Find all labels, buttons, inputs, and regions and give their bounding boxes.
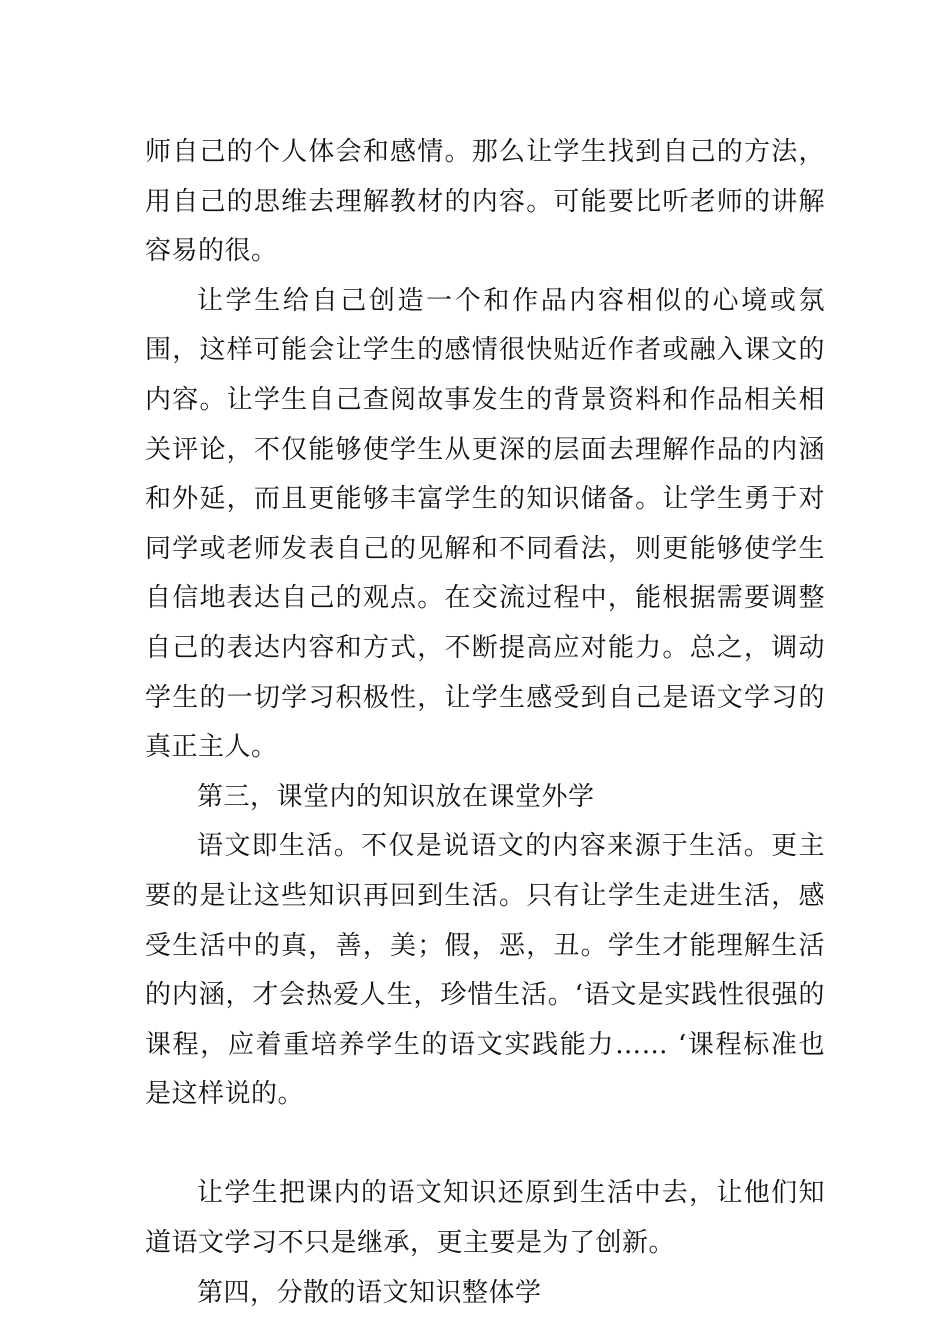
paragraph-continued: 师自己的个人体会和感情。那么让学生找到自己的方法，用自己的思维去理解教材的内容。可能要比听老师的讲解容易的很。 [145,137,825,267]
paragraph-language-is-life: 语文即生活。不仅是说语文的内容来源于生活。更主要的是让这些知识再回到生活。只有让学生走进生活，感受生活中的真，善，美；假，恶，丑。学生才能理解生活的内涵，才会热爱人生，珍惜生活。‘语文是实践性很强的课程，应着重培养学生的语文实践能力…… ‘课程标准也是这样说的。 [145,831,825,1110]
section-heading-third: 第三，课堂内的知识放在课堂外学 [197,781,595,812]
section-heading-fourth: 第四，分散的语文知识整体学 [197,1277,542,1308]
paragraph-restore-to-life: 让学生把课内的语文知识还原到生活中去，让他们知道语文学习不只是继承，更主要是为了创新。 [145,1178,825,1259]
blank-line [145,1120,825,1170]
document-body [145,128,825,1318]
paragraph-learning-atmosphere: 让学生给自己创造一个和作品内容相似的心境或氛围，这样可能会让学生的感情很快贴近作者或融入课文的内容。让学生自己查阅故事发生的背景资料和作品相关相关评论，不仅能够使学生从更深的层面去理解作品的内涵和外延，而且更能够丰富学生的知识储备。让学生勇于对同学或老师发表自己的见解和不同看法，则更能够使学生自信地表达自己的观点。在交流过程中，能根据需要调整自己的表达内容和方式，不断提高应对能力。总之，调动学生的一切学习积极性，让学生感受到自己是语文学习的真正主人。 [145,285,825,763]
